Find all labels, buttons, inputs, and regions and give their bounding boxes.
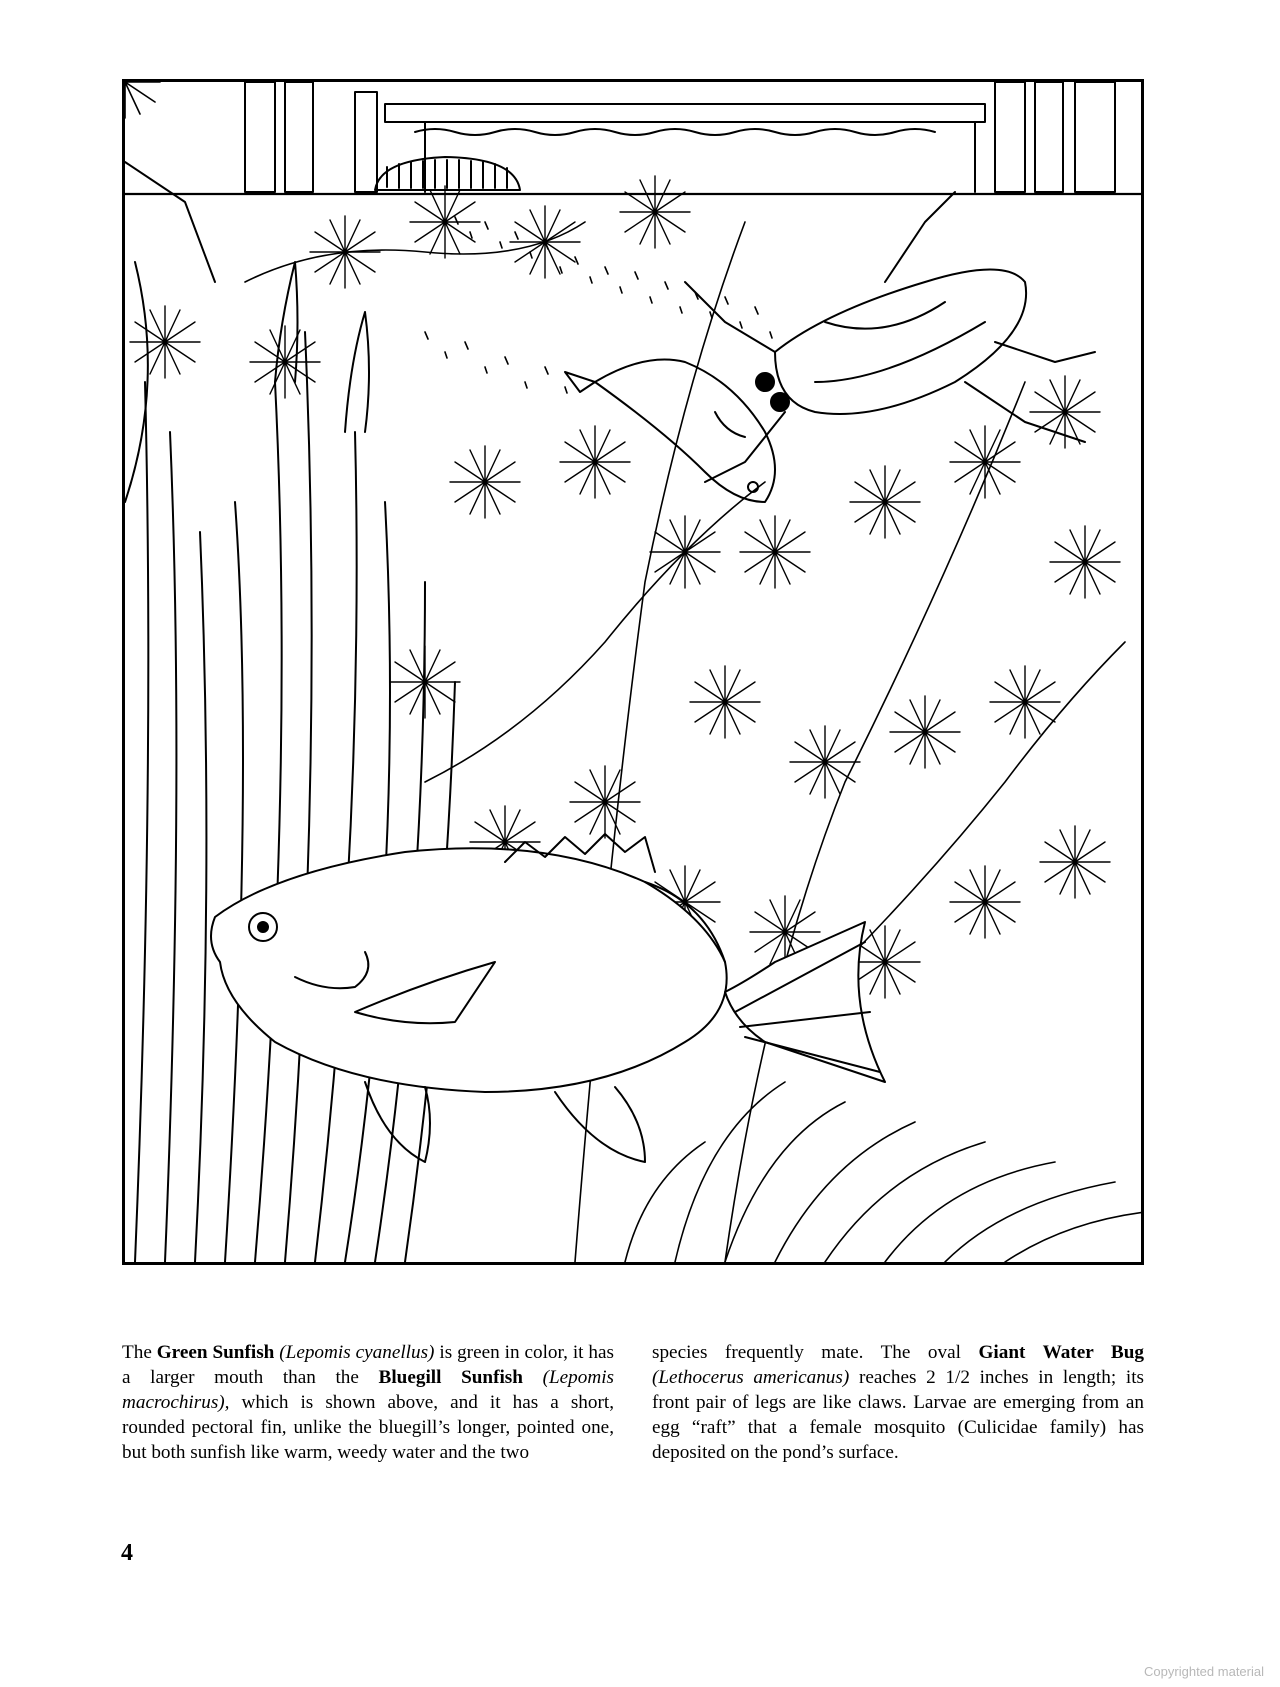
caption-text: reaches 2 1/2 inches in length; its front pair of legs are like claws. Larvae are emerging from an egg “raft” that a female mosquito (Culicidae family) has deposited on the pond’s surface. — [652, 1367, 1144, 1463]
page-number: 4 — [121, 1540, 133, 1566]
pond-illustration — [125, 82, 1144, 1265]
reeds — [125, 162, 455, 1262]
caption-text: which is shown above, and it has a short, rounded pectoral fin, unlike the bluegill’s longer, pointed one, but both sunfish like warm, weedy water and the two — [122, 1392, 614, 1463]
bluegill-sunfish — [211, 834, 885, 1162]
illustration-frame — [122, 79, 1144, 1265]
bluegill-latin: (Lepomis macrochirus), — [122, 1367, 614, 1413]
caption-text: The — [122, 1342, 157, 1363]
mosquito-egg-raft — [375, 157, 520, 190]
green-sunfish-latin: (Lepomis cyanellus) — [279, 1342, 435, 1363]
caption-column-right — [652, 1340, 1144, 1465]
green-sunfish-name: Green Sunfish — [156, 1342, 275, 1363]
giant-water-bug-name: Giant Water Bug — [978, 1342, 1144, 1363]
caption-text: is green in color, it has a larger mouth than the — [122, 1342, 614, 1388]
caption-column-left — [122, 1340, 614, 1465]
bottom-vegetation — [625, 1082, 1144, 1262]
small-fish — [565, 360, 775, 503]
dock-boards — [245, 82, 1115, 192]
bluegill-sunfish-name: Bluegill Sunfish — [378, 1367, 523, 1388]
water-milfoil — [125, 82, 1125, 1262]
caption-paragraph-right — [652, 1340, 1144, 1465]
caption-paragraph-left — [122, 1340, 614, 1465]
caption-text: species frequently mate. The oval — [652, 1342, 979, 1363]
giant-water-bug — [685, 192, 1095, 482]
water-bug-latin: (Lethocerus americanus) — [652, 1367, 850, 1388]
caption-text — [523, 1367, 543, 1388]
mosquito-larvae — [425, 217, 772, 393]
watermark: Copyrighted material — [1144, 1664, 1264, 1679]
